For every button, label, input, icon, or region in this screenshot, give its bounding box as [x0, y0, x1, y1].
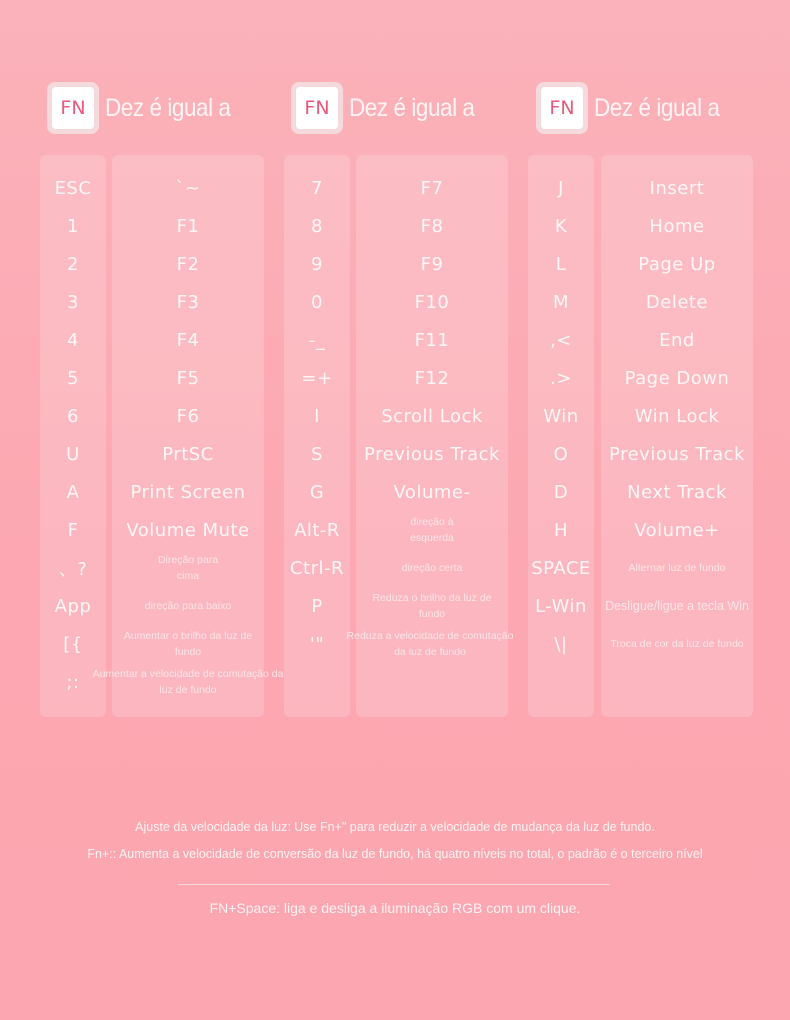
key-cell: G [309, 481, 325, 503]
key-cell: .> [550, 367, 572, 389]
function-cell: F7 [420, 177, 444, 199]
keys-column-3 [528, 155, 594, 717]
function-cell: F1 [176, 215, 200, 237]
key-cell: 0 [311, 291, 323, 313]
key-cell: F [67, 519, 79, 541]
fn-key-label: FN [296, 87, 338, 129]
key-cell: 、? [58, 559, 88, 580]
key-cell: App [54, 595, 92, 617]
key-cell: S [311, 443, 323, 465]
header-group-1 [47, 82, 244, 134]
function-cell: F5 [176, 367, 200, 389]
key-cell: Alt-R [294, 519, 340, 541]
function-cell: End [659, 329, 695, 351]
key-cell: 3 [67, 291, 79, 313]
header-group-2 [291, 82, 488, 134]
function-cell: F4 [176, 329, 200, 351]
key-cell: ,< [550, 329, 572, 351]
fn-key-icon [47, 82, 99, 134]
function-cell: Aumentar o brilho da luz de fundo [123, 630, 253, 658]
key-cell: SPACE [531, 557, 591, 579]
key-cell: 4 [67, 329, 79, 351]
functions-column-1 [92, 155, 284, 717]
function-cell: F10 [414, 291, 450, 313]
key-cell: I [314, 405, 320, 427]
key-cell: ;: [66, 671, 80, 693]
function-cell: direção à esquerda [410, 516, 454, 544]
function-cell: Delete [645, 291, 709, 313]
function-cell: Page Down [624, 367, 730, 389]
function-cell: Direção para cima [157, 554, 219, 582]
key-cell: 9 [311, 253, 323, 275]
key-cell: 7 [311, 177, 323, 199]
fn-key-label: FN [52, 87, 94, 129]
function-cell: Win Lock [634, 405, 720, 427]
key-cell: 2 [67, 253, 79, 275]
key-cell: '" [309, 633, 325, 655]
key-cell: A [66, 481, 80, 503]
function-cell: Scroll Lock [381, 405, 483, 427]
function-cell: F9 [420, 253, 444, 275]
space-note: FN+Space: liga e desliga a iluminação RGB com um clique. [209, 900, 581, 916]
function-cell: direção para baixo [144, 600, 232, 612]
function-cell: F8 [420, 215, 444, 237]
function-cell: Previous Track [364, 443, 500, 465]
key-cell: 8 [311, 215, 323, 237]
function-cell: direção certa [401, 562, 463, 574]
keys-column-1 [40, 155, 106, 717]
function-cell: Reduza o brilho da luz de fundo [372, 592, 492, 620]
header-group-3 [536, 82, 733, 134]
speed-note: Ajuste da velocidade da luz: Use Fn+" para reduzir a velocidade de mudança da luz de fundo. [135, 820, 655, 834]
function-cell: F12 [414, 367, 450, 389]
function-cell: Print Screen [130, 481, 246, 503]
function-cell: Reduza a velocidade de comutação da luz de fundo [346, 630, 514, 658]
function-cell: F6 [176, 405, 200, 427]
function-cell: Troca de cor da luz de fundo [610, 638, 744, 650]
function-cell: F11 [414, 329, 450, 351]
key-cell: 5 [67, 367, 79, 389]
levels-note: Fn+:: Aumenta a velocidade de conversão da luz de fundo, há quatro níveis no total, o padrão é o terceiro nível [87, 847, 703, 861]
key-cell: [{ [63, 633, 83, 655]
key-cell: O [553, 443, 569, 465]
function-cell: `~ [175, 177, 201, 199]
function-cell: F2 [176, 253, 200, 275]
key-cell: M [552, 291, 570, 313]
key-cell: K [554, 215, 568, 237]
key-cell: \| [554, 633, 568, 655]
function-cell: Volume Mute [126, 519, 250, 541]
header-title: Dez é igual a [349, 93, 475, 122]
key-cell: H [553, 519, 569, 541]
function-cell: Page Up [638, 253, 716, 275]
key-cell: ESC [54, 177, 92, 199]
header-title: Dez é igual a [594, 93, 720, 122]
function-cell: Next Track [627, 481, 727, 503]
function-cell: PrtSC [162, 443, 214, 465]
function-cell: Previous Track [609, 443, 745, 465]
key-cell: Win [543, 405, 579, 427]
key-cell: -_ [308, 329, 326, 351]
key-cell: L [555, 253, 567, 275]
function-cell: Home [649, 215, 705, 237]
functions-column-3 [601, 155, 753, 717]
function-cell: Insert [649, 177, 705, 199]
function-cell: Desligue/ligue a tecla Win [605, 599, 749, 613]
key-cell: Ctrl-R [289, 557, 345, 579]
divider [178, 884, 610, 885]
function-cell: Volume+ [634, 519, 720, 541]
fn-key-label: FN [541, 87, 583, 129]
function-cell: F3 [176, 291, 200, 313]
key-cell: D [553, 481, 569, 503]
functions-column-2 [346, 155, 514, 717]
key-cell: U [66, 443, 80, 465]
function-cell: Volume- [393, 481, 471, 503]
key-cell: J [558, 177, 564, 199]
header-title: Dez é igual a [105, 93, 231, 122]
fn-key-icon [291, 82, 343, 134]
fn-key-icon [536, 82, 588, 134]
key-cell: 1 [67, 215, 79, 237]
key-cell: =+ [301, 367, 333, 389]
key-cell: L-Win [535, 595, 587, 617]
key-cell: 6 [67, 405, 79, 427]
function-cell: Alternar luz de fundo [628, 562, 726, 574]
key-cell: P [311, 595, 323, 617]
function-cell: Aumentar a velocidade de comutação da luz de fundo [92, 668, 284, 696]
